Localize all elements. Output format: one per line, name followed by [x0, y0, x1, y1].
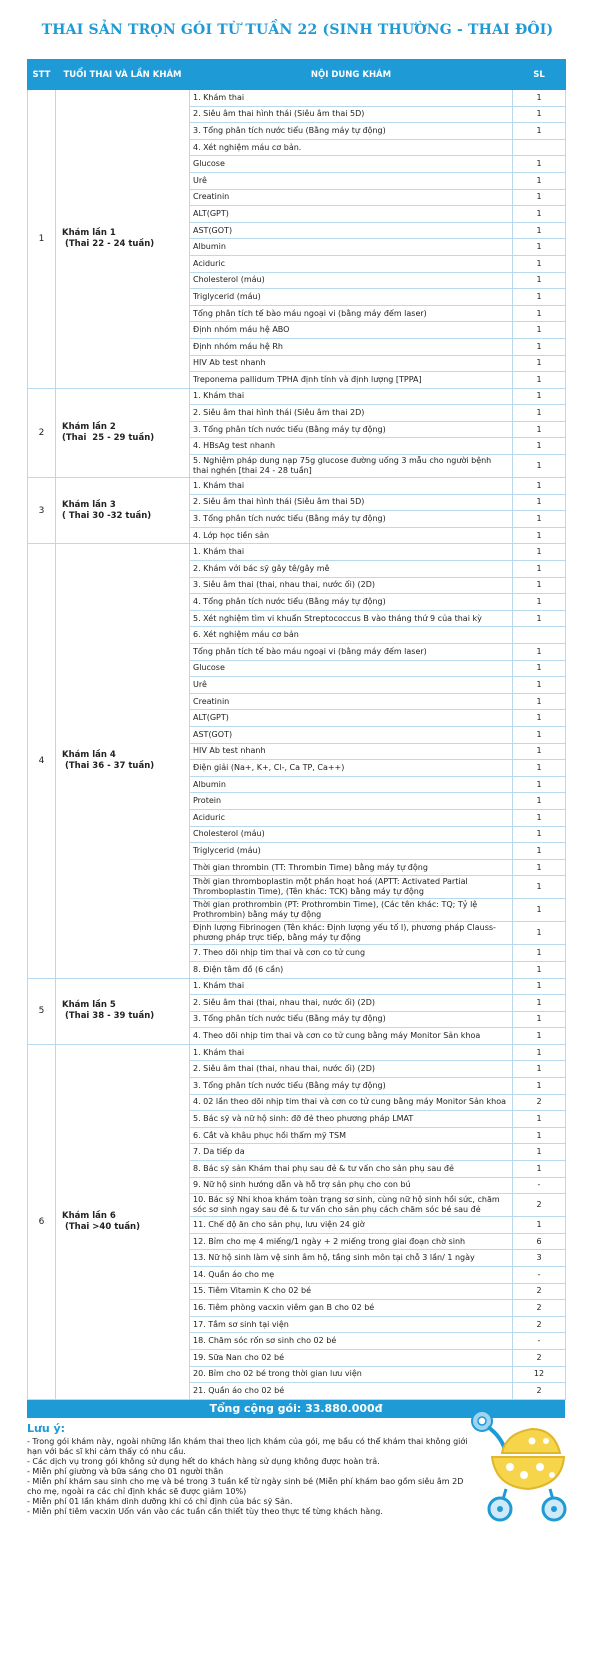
service-item: 3. Tổng phân tích nước tiểu (Bằng máy tự động)	[190, 1011, 513, 1028]
service-item: 5. Bác sỹ và nữ hộ sinh: đỡ đẻ theo phương pháp LMAT	[190, 1111, 513, 1128]
visit-cell	[56, 1044, 190, 1399]
service-item: 21. Quần áo cho 02 bé	[190, 1383, 513, 1400]
note-item: - Miễn phí khám sau sinh cho mẹ và bé trong 3 tuần kể từ ngày sinh bé (Miễn phí khám bao gồm siêu âm 2D cho mẹ, ngoài ra các chỉ định khác sẽ được giảm 10%)	[27, 1477, 464, 1496]
service-qty: 2	[513, 1300, 566, 1317]
service-qty: 1	[513, 322, 566, 339]
service-qty: 1	[513, 660, 566, 677]
service-item: AST(GOT)	[190, 726, 513, 743]
service-item: Glucose	[190, 660, 513, 677]
service-item: Định lượng Fibrinogen (Tên khác: Định lượng yếu tố I), phương pháp Clauss- phương pháp trực tiếp, bằng máy tự động	[190, 922, 513, 945]
service-item: Protein	[190, 793, 513, 810]
service-item: 3. Tổng phân tích nước tiểu (Bằng máy tự động)	[190, 511, 513, 528]
table-row	[28, 388, 566, 405]
service-qty: 1	[513, 1127, 566, 1144]
visit-name: Khám lần 5	[62, 1000, 116, 1011]
service-qty: 1	[513, 544, 566, 561]
service-item: 5. Nghiệm pháp dung nạp 75g glucose đường uống 3 mẫu cho người bệnh thai nghén [thai 24 - 28 tuần]	[190, 455, 513, 478]
service-qty: 1	[513, 693, 566, 710]
service-qty: 1	[513, 1061, 566, 1078]
service-qty: 1	[513, 610, 566, 627]
service-item: Tổng phân tích tế bào máu ngoại vi (bằng máy đếm laser)	[190, 644, 513, 661]
service-item: Albumin	[190, 239, 513, 256]
service-item: 18. Chăm sóc rốn sơ sinh cho 02 bé	[190, 1333, 513, 1350]
visit-week-range: (Thai >40 tuần)	[62, 1221, 140, 1232]
service-qty: 1	[513, 455, 566, 478]
service-item: 10. Bác sỹ Nhi khoa khám toàn trạng sơ sinh, cùng nữ hộ sinh hồi sức, chăm sóc sơ sinh ngay sau đẻ & tư vấn cho sản phụ cách chăm sóc bé sau đẻ	[190, 1194, 513, 1217]
service-qty: 1	[513, 726, 566, 743]
visit-name: Khám lần 4	[62, 749, 116, 760]
service-item: 4. Xét nghiệm máu cơ bản.	[190, 139, 513, 156]
service-qty: 1	[513, 594, 566, 611]
service-qty: 1	[513, 899, 566, 922]
service-qty: 1	[513, 945, 566, 962]
table-row	[28, 90, 566, 107]
service-qty: 2	[513, 1316, 566, 1333]
visit-cell	[56, 544, 190, 978]
service-item: 3. Tổng phân tích nước tiểu (Bằng máy tự động)	[190, 123, 513, 140]
service-qty: 12	[513, 1366, 566, 1383]
service-item: Triglycerid (máu)	[190, 843, 513, 860]
notes-section	[27, 1424, 477, 1517]
service-item: 2. Siêu âm thai hình thái (Siêu âm thai 5D)	[190, 106, 513, 123]
note-item: - Các dịch vụ trong gói không sử dụng hết do khách hàng sử dụng không được hoàn trả.	[27, 1457, 380, 1466]
service-qty: 1	[513, 206, 566, 223]
service-qty: 1	[513, 1028, 566, 1045]
table-body	[28, 90, 566, 1400]
service-qty: 2	[513, 1383, 566, 1400]
service-qty: -	[513, 1333, 566, 1350]
service-item: Aciduric	[190, 809, 513, 826]
service-item: 1. Khám thai	[190, 478, 513, 495]
service-qty: 1	[513, 677, 566, 694]
visit-cell	[56, 978, 190, 1044]
service-qty: 1	[513, 961, 566, 978]
service-item: AST(GOT)	[190, 222, 513, 239]
service-item: 1. Khám thai	[190, 1044, 513, 1061]
service-item: Định nhóm máu hệ Rh	[190, 338, 513, 355]
service-item: 16. Tiêm phòng vacxin viêm gan B cho 02 bé	[190, 1300, 513, 1317]
page-title: THAI SẢN TRỌN GÓI TỪ TUẦN 22 (SINH THƯỜNG - THAI ĐÔI)	[41, 22, 554, 38]
service-qty: 1	[513, 421, 566, 438]
header-qty: SL	[513, 60, 566, 90]
service-qty: 1	[513, 922, 566, 945]
visit-week-range: ( Thai 30 -32 tuần)	[62, 510, 152, 521]
service-item: Định nhóm máu hệ ABO	[190, 322, 513, 339]
header-stt: STT	[28, 60, 56, 90]
service-qty: 2	[513, 1349, 566, 1366]
service-item: 2. Khám với bác sỹ gây tê/gây mê	[190, 561, 513, 578]
visit-name: Khám lần 1	[62, 227, 116, 238]
table-row	[28, 978, 566, 995]
service-qty: 1	[513, 760, 566, 777]
service-item: ALT(GPT)	[190, 206, 513, 223]
package-table	[27, 59, 566, 1400]
service-item: 1. Khám thai	[190, 90, 513, 107]
service-qty: 2	[513, 1283, 566, 1300]
service-item: 6. Xét nghiệm máu cơ bản	[190, 627, 513, 644]
service-qty: 1	[513, 809, 566, 826]
service-item: 17. Tắm sơ sinh tại viện	[190, 1316, 513, 1333]
service-item: 7. Theo dõi nhịp tim thai và cơn co tử cung	[190, 945, 513, 962]
visit-stt: 6	[28, 1044, 56, 1399]
service-qty: 1	[513, 710, 566, 727]
service-item: Albumin	[190, 776, 513, 793]
service-item: 19. Sữa Nan cho 02 bé	[190, 1349, 513, 1366]
service-qty: 1	[513, 289, 566, 306]
service-item: Urê	[190, 172, 513, 189]
visit-week-range: (Thai 22 - 24 tuần)	[62, 238, 155, 249]
visit-stt: 3	[28, 478, 56, 544]
service-qty: 1	[513, 978, 566, 995]
service-item: ALT(GPT)	[190, 710, 513, 727]
service-item: 4. Theo dõi nhịp tim thai và cơn co tử cung bằng máy Monitor Sản khoa	[190, 1028, 513, 1045]
service-qty: 1	[513, 355, 566, 372]
service-qty: 1	[513, 826, 566, 843]
service-qty: 1	[513, 438, 566, 455]
service-qty: 3	[513, 1250, 566, 1267]
service-qty: 1	[513, 527, 566, 544]
service-item: 5. Xét nghiệm tìm vi khuẩn Streptococcus B vào tháng thứ 9 của thai kỳ	[190, 610, 513, 627]
service-item: HIV Ab test nhanh	[190, 743, 513, 760]
visit-name: Khám lần 3	[62, 499, 116, 510]
service-qty: 1	[513, 388, 566, 405]
service-qty: 1	[513, 478, 566, 495]
service-qty: 1	[513, 1044, 566, 1061]
service-qty: 6	[513, 1233, 566, 1250]
service-item: 12. Bỉm cho mẹ 4 miếng/1 ngày + 2 miếng trong giai đoạn chờ sinh	[190, 1233, 513, 1250]
visit-cell	[56, 90, 190, 389]
service-qty: 1	[513, 338, 566, 355]
service-qty: 1	[513, 239, 566, 256]
note-item: - Miễn phí giường và bữa sáng cho 01 người thân	[27, 1467, 224, 1476]
visit-stt: 4	[28, 544, 56, 978]
visit-week-range: (Thai 36 - 37 tuần)	[62, 760, 155, 771]
service-qty: 1	[513, 1144, 566, 1161]
service-qty: 1	[513, 494, 566, 511]
service-qty: 1	[513, 305, 566, 322]
service-item: 3. Tổng phân tích nước tiểu (Bằng máy tự động)	[190, 1078, 513, 1095]
service-item: 20. Bỉm cho 02 bé trong thời gian lưu viện	[190, 1366, 513, 1383]
service-item: 3. Tổng phân tích nước tiểu (Bằng máy tự động)	[190, 421, 513, 438]
service-item: 8. Bác sỹ sản Khám thai phụ sau đẻ & tư vấn cho sản phụ sau đẻ	[190, 1161, 513, 1178]
service-qty: 1	[513, 843, 566, 860]
service-qty: 1	[513, 1161, 566, 1178]
service-qty: 1	[513, 172, 566, 189]
service-qty: 1	[513, 255, 566, 272]
service-qty: 1	[513, 743, 566, 760]
service-item: 4. Tổng phân tích nước tiểu (Bằng máy tự động)	[190, 594, 513, 611]
visit-stt: 2	[28, 388, 56, 477]
service-qty: 1	[513, 189, 566, 206]
header-content: NỘI DUNG KHÁM	[190, 60, 513, 90]
service-qty: 2	[513, 1194, 566, 1217]
visit-week-range: (Thai 25 - 29 tuần)	[62, 432, 155, 443]
service-item: 7. Da tiếp da	[190, 1144, 513, 1161]
service-qty: 1	[513, 1111, 566, 1128]
service-qty	[513, 627, 566, 644]
service-item: 15. Tiêm Vitamin K cho 02 bé	[190, 1283, 513, 1300]
service-qty: 1	[513, 1217, 566, 1234]
note-item: - Trong gói khám này, ngoài những lần khám thai theo lịch khám của gói, mẹ bầu có thể khám thai không giới hạn với bác sĩ khi cảm thấy có nhu cầu.	[27, 1437, 468, 1456]
service-item: 4. HBsAg test nhanh	[190, 438, 513, 455]
visit-name: Khám lần 6	[62, 1210, 116, 1221]
service-qty: 1	[513, 876, 566, 899]
service-item: Treponema pallidum TPHA định tính và định lượng [TPPA]	[190, 372, 513, 389]
service-qty: 1	[513, 1078, 566, 1095]
service-qty: 1	[513, 405, 566, 422]
service-item: Creatinin	[190, 693, 513, 710]
table-header-row	[28, 60, 566, 90]
service-qty: 1	[513, 511, 566, 528]
note-item: - Miễn phí 01 lần khám dinh dưỡng khi có chỉ định của bác sỹ Sản.	[27, 1497, 293, 1506]
baby-stroller-illustration	[462, 1405, 572, 1527]
note-item: - Miễn phí tiêm vacxin Uốn ván vào các tuần cần thiết tùy theo thực tế từng khách hàng.	[27, 1507, 383, 1516]
table-row	[28, 478, 566, 495]
service-qty: 1	[513, 156, 566, 173]
service-qty: 1	[513, 995, 566, 1012]
service-item: Điện giải (Na+, K+, Cl-, Ca TP, Ca++)	[190, 760, 513, 777]
service-item: 14. Quần áo cho mẹ	[190, 1267, 513, 1284]
visit-week-range: (Thai 38 - 39 tuần)	[62, 1011, 155, 1022]
service-item: Thời gian thromboplastin một phần hoạt hoá (APTT: Activated Partial Thromboplastin Time), (Tên khác: TCK) bằng máy tự động	[190, 876, 513, 899]
service-item: Cholesterol (máu)	[190, 826, 513, 843]
service-item: 9. Nữ hộ sinh hướng dẫn và hỗ trợ sản phụ cho con bú	[190, 1177, 513, 1194]
service-qty: 1	[513, 123, 566, 140]
visit-cell	[56, 388, 190, 477]
service-qty: -	[513, 1177, 566, 1194]
service-item: 4. 02 lần theo dõi nhịp tim thai và cơn co tử cung bằng máy Monitor Sản khoa	[190, 1094, 513, 1111]
service-item: Tổng phân tích tế bào máu ngoại vi (bằng máy đếm laser)	[190, 305, 513, 322]
service-item: 2. Siêu âm thai (thai, nhau thai, nước ối) (2D)	[190, 995, 513, 1012]
service-qty: 1	[513, 222, 566, 239]
service-item: 1. Khám thai	[190, 544, 513, 561]
service-item: Triglycerid (máu)	[190, 289, 513, 306]
service-item: Thời gian thrombin (TT: Thrombin Time) bằng máy tự động	[190, 859, 513, 876]
service-item: 3. Siêu âm thai (thai, nhau thai, nước ối) (2D)	[190, 577, 513, 594]
service-item: 1. Khám thai	[190, 388, 513, 405]
service-qty: 1	[513, 577, 566, 594]
service-qty: 1	[513, 793, 566, 810]
total-price: Tổng cộng gói: 33.880.000đ	[27, 1400, 565, 1418]
visit-name: Khám lần 2	[62, 421, 116, 432]
header-visit: TUỔI THAI VÀ LẦN KHÁM	[56, 60, 190, 90]
service-qty	[513, 139, 566, 156]
service-qty: 1	[513, 859, 566, 876]
service-item: HIV Ab test nhanh	[190, 355, 513, 372]
service-item: Urê	[190, 677, 513, 694]
visit-stt: 1	[28, 90, 56, 389]
service-qty: -	[513, 1267, 566, 1284]
service-item: Thời gian prothrombin (PT: Prothrombin Time), (Các tên khác: TQ; Tỷ lệ Prothrombin) bằng máy tự động	[190, 899, 513, 922]
service-item: 2. Siêu âm thai hình thái (Siêu âm thai 5D)	[190, 494, 513, 511]
service-qty: 1	[513, 272, 566, 289]
service-qty: 1	[513, 372, 566, 389]
table-row	[28, 544, 566, 561]
service-item: 2. Siêu âm thai (thai, nhau thai, nước ối) (2D)	[190, 1061, 513, 1078]
service-item: 8. Điện tâm đồ (6 cần)	[190, 961, 513, 978]
service-qty: 1	[513, 106, 566, 123]
service-qty: 2	[513, 1094, 566, 1111]
visit-cell	[56, 478, 190, 544]
service-item: 4. Lớp học tiền sản	[190, 527, 513, 544]
service-qty: 1	[513, 644, 566, 661]
service-item: 6. Cắt và khâu phục hồi thẩm mỹ TSM	[190, 1127, 513, 1144]
service-item: 11. Chế độ ăn cho sản phụ, lưu viện 24 giờ	[190, 1217, 513, 1234]
service-qty: 1	[513, 1011, 566, 1028]
service-qty: 1	[513, 561, 566, 578]
service-item: 2. Siêu âm thai hình thái (Siêu âm thai 2D)	[190, 405, 513, 422]
table-row	[28, 1044, 566, 1061]
service-qty: 1	[513, 90, 566, 107]
service-item: Aciduric	[190, 255, 513, 272]
service-item: Cholesterol (máu)	[190, 272, 513, 289]
service-item: Glucose	[190, 156, 513, 173]
notes-title: Lưu ý:	[27, 1422, 66, 1435]
service-item: 13. Nữ hộ sinh làm vệ sinh âm hộ, tầng sinh môn tại chỗ 3 lần/ 1 ngày	[190, 1250, 513, 1267]
service-item: Creatinin	[190, 189, 513, 206]
service-qty: 1	[513, 776, 566, 793]
service-item: 1. Khám thai	[190, 978, 513, 995]
package-table-wrapper	[27, 59, 565, 1418]
visit-stt: 5	[28, 978, 56, 1044]
